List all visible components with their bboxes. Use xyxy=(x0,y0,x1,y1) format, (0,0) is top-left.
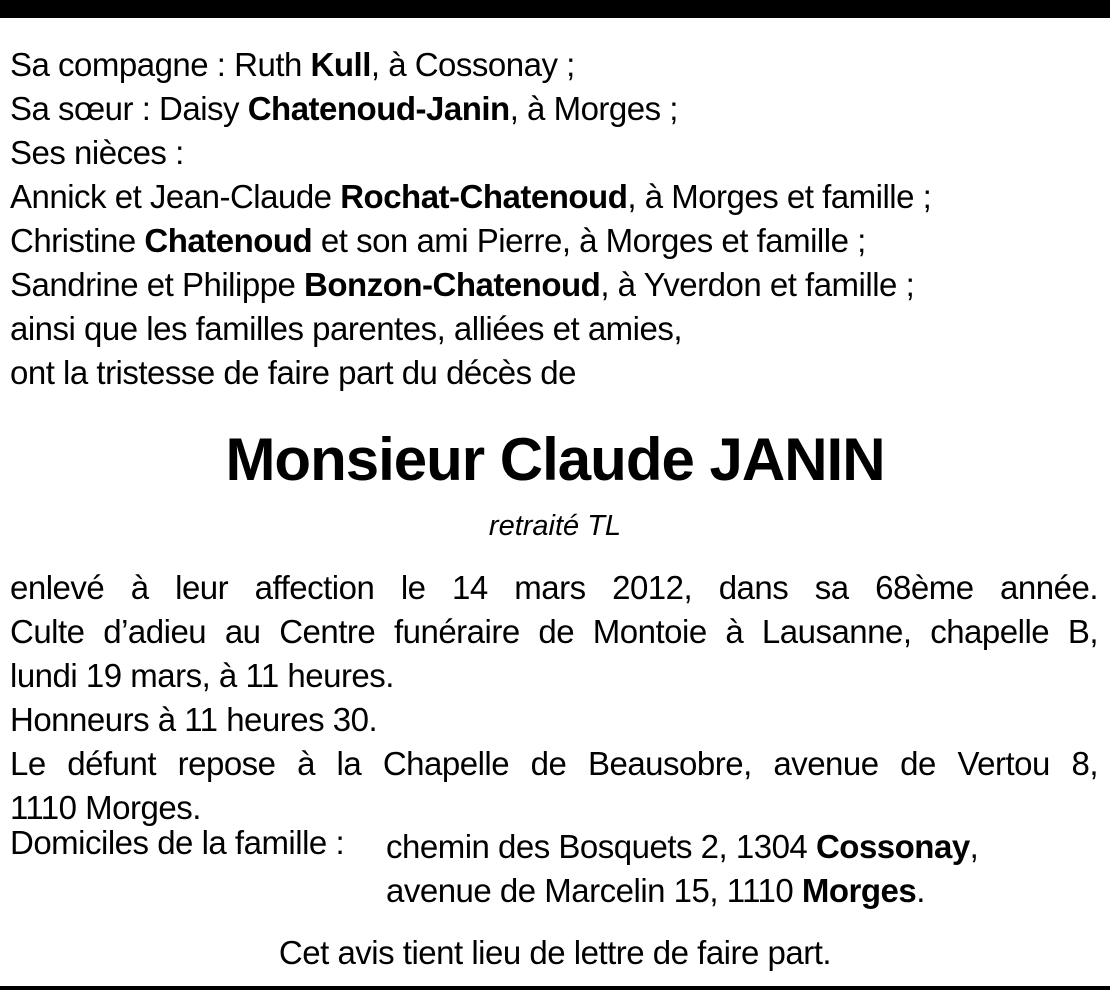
family-line-announcement: ont la tristesse de faire part du décès de xyxy=(10,354,577,391)
detail-line-passing: enlevé à leur affection le 14 mars 2012, dans sa 68ème année. xyxy=(10,569,1098,606)
deceased-profession: retraité TL xyxy=(488,510,622,542)
family-line-niece-christine: Christine Chatenoud et son ami Pierre, à Morges et famille ; xyxy=(10,222,866,259)
family-line-companion: Sa compagne : Ruth Kull, à Cossonay ; xyxy=(10,46,575,83)
detail-line-repose: Le défunt repose à la Chapelle de Beausobre, avenue de Vertou 8, xyxy=(10,745,1098,782)
domicile-address-morges: avenue de Marcelin 15, 1110 Morges. xyxy=(386,872,925,909)
family-line-niece-sandrine: Sandrine et Philippe Bonzon-Chatenoud, à Yverdon et famille ; xyxy=(10,266,915,303)
bottom-rule xyxy=(0,986,1110,990)
deceased-name: Monsieur Claude JANIN xyxy=(225,426,885,493)
domicile-address-cossonay: chemin des Bosquets 2, 1304 Cossonay, xyxy=(386,828,979,865)
family-line-nieces-heading: Ses nièces : xyxy=(10,134,184,171)
family-line-relatives: ainsi que les familles parentes, alliées et amies, xyxy=(10,310,683,347)
family-line-niece-annick: Annick et Jean-Claude Rochat-Chatenoud, à Morges et famille ; xyxy=(10,178,932,215)
footer-note: Cet avis tient lieu de lettre de faire part. xyxy=(278,934,832,971)
family-line-sister: Sa sœur : Daisy Chatenoud-Janin, à Morges ; xyxy=(10,90,678,127)
detail-line-service-date: lundi 19 mars, à 11 heures. xyxy=(10,657,394,694)
detail-line-honours: Honneurs à 11 heures 30. xyxy=(10,701,378,738)
top-rule xyxy=(0,0,1110,18)
domiciles-label: Domiciles de la famille : xyxy=(10,824,345,861)
detail-line-service: Culte d’adieu au Centre funéraire de Montoie à Lausanne, chapelle B, xyxy=(10,613,1098,650)
detail-line-repose-city: 1110 Morges. xyxy=(10,789,201,826)
